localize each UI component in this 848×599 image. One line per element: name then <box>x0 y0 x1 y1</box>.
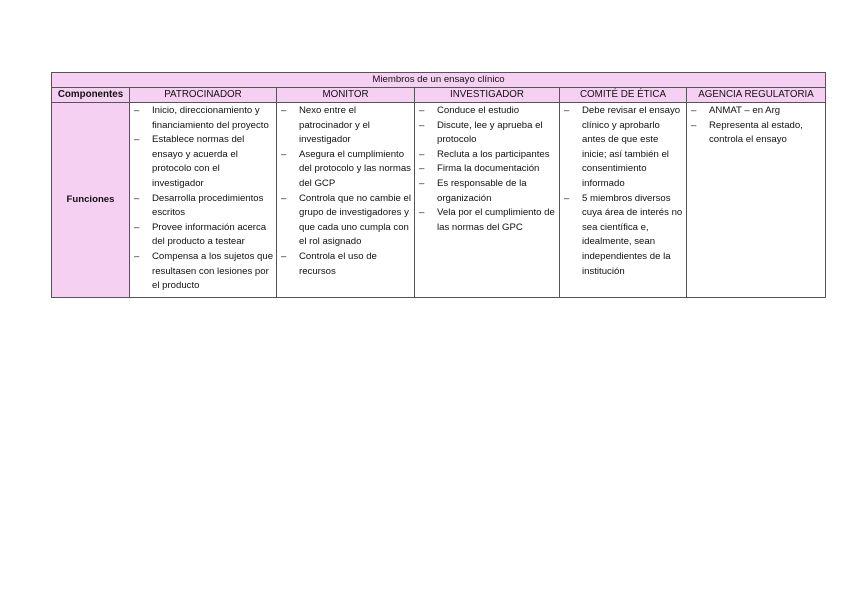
list-item <box>564 104 684 192</box>
list-item-text: ANMAT – en Arg <box>709 105 781 116</box>
dash-bullet-icon: – <box>691 119 697 131</box>
list-item <box>564 192 684 280</box>
list-item <box>281 250 412 279</box>
column-header: MONITOR <box>277 88 415 103</box>
list-item-text: Inicio, direccionamiento y financiamiento del proyecto <box>152 105 269 131</box>
list-item <box>419 206 557 235</box>
clinical-trial-members-table <box>51 72 826 298</box>
dash-bullet-icon: – <box>564 105 570 116</box>
title-row <box>52 73 826 88</box>
dash-bullet-icon: – <box>419 105 425 116</box>
list-item-text: Controla el uso de recursos <box>299 250 377 277</box>
list-item-text: Desarrolla procedimientos escritos <box>152 192 264 219</box>
list-item-text: Es responsable de la organización <box>437 177 527 204</box>
dash-bullet-icon: – <box>134 192 140 204</box>
list-item-text: Provee información acerca del producto a testear <box>152 221 267 248</box>
column-cell <box>415 103 560 298</box>
dash-bullet-icon: – <box>281 148 287 160</box>
item-list <box>130 103 276 297</box>
list-item <box>419 104 557 119</box>
list-item-text: Firma la documentación <box>437 163 540 175</box>
list-item <box>134 133 274 191</box>
list-item <box>134 250 274 294</box>
list-item <box>281 192 412 250</box>
header-row <box>52 88 826 103</box>
dash-bullet-icon: – <box>419 163 425 175</box>
row-label: Funciones <box>52 103 130 298</box>
dash-bullet-icon: – <box>281 105 287 116</box>
list-item-text: Establece normas del ensayo y acuerda el protocolo con el investigador <box>152 134 245 189</box>
list-item-text: Recluta a los participantes <box>437 148 550 160</box>
dash-bullet-icon: – <box>691 105 697 116</box>
list-item <box>134 221 274 250</box>
dash-bullet-icon: – <box>281 250 287 262</box>
list-item <box>419 119 557 148</box>
column-cell <box>560 103 687 298</box>
dash-bullet-icon: – <box>134 105 140 116</box>
list-item <box>419 177 557 206</box>
dash-bullet-icon: – <box>134 250 140 262</box>
item-list <box>687 103 825 151</box>
dash-bullet-icon: – <box>134 134 140 146</box>
list-item <box>134 192 274 221</box>
column-header: AGENCIA REGULATORIA <box>687 88 826 103</box>
list-item <box>419 162 557 177</box>
dash-bullet-icon: – <box>281 192 287 204</box>
item-list <box>277 103 414 282</box>
functions-row <box>52 103 826 298</box>
dash-bullet-icon: – <box>134 221 140 233</box>
list-item-text: 5 miembros diversos cuya área de interés no sea científica e, idealmente, sean independientes de la institución <box>582 192 683 277</box>
row-header: Componentes <box>52 88 130 103</box>
list-item <box>691 104 823 119</box>
list-item-text: Conduce el estudio <box>437 105 520 116</box>
column-header: COMITÉ DE ÉTICA <box>560 88 687 103</box>
list-item-text: Vela por el cumplimiento de las normas del GPC <box>437 207 555 233</box>
list-item-text: Controla que no cambie el grupo de investigadores y que cada uno cumpla con el rol asignado <box>299 192 411 248</box>
column-header: PATROCINADOR <box>130 88 277 103</box>
list-item-text: Discute, lee y aprueba el protocolo <box>437 119 543 146</box>
dash-bullet-icon: – <box>419 119 425 131</box>
column-cell <box>687 103 826 298</box>
list-item <box>419 148 557 163</box>
dash-bullet-icon: – <box>564 192 570 204</box>
dash-bullet-icon: – <box>419 177 425 189</box>
list-item <box>134 104 274 133</box>
column-cell <box>277 103 415 298</box>
list-item <box>691 119 823 148</box>
list-item-text: Asegura el cumplimiento del protocolo y las normas del GCP <box>299 148 411 189</box>
column-cell <box>130 103 277 298</box>
item-list <box>415 103 559 238</box>
list-item-text: Debe revisar el ensayo clínico y aprobarlo antes de que este inicie; así también el consentimiento informado <box>582 105 681 189</box>
item-list <box>560 103 686 282</box>
list-item <box>281 104 412 148</box>
dash-bullet-icon: – <box>419 148 425 160</box>
column-header: INVESTIGADOR <box>415 88 560 103</box>
list-item-text: Nexo entre el patrocinador y el investigador <box>299 105 370 146</box>
list-item-text: Compensa a los sujetos que resultasen con lesiones por el producto <box>152 250 274 292</box>
dash-bullet-icon: – <box>419 207 425 219</box>
list-item-text: Representa al estado, controla el ensayo <box>709 119 803 146</box>
list-item <box>281 148 412 192</box>
table-title: Miembros de un ensayo clínico <box>52 73 826 88</box>
